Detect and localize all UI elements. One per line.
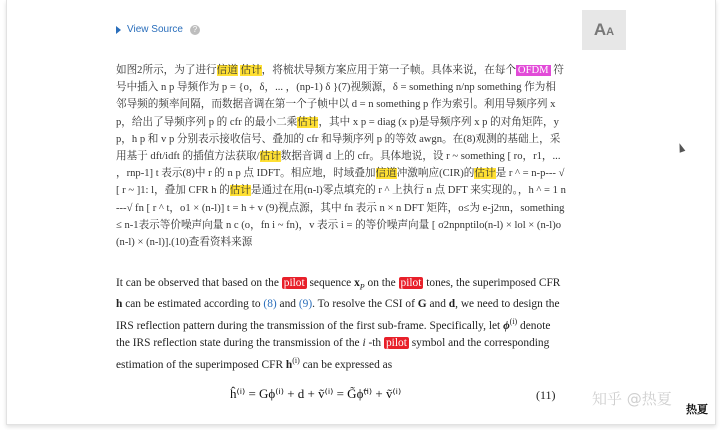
highlighted-keyword: pilot bbox=[283, 277, 305, 289]
source-paragraph bbox=[116, 275, 566, 374]
text-run: 是 r ^ = n-p--- √[ r ~ ]1: l，叠加 CFR h 的 bbox=[116, 168, 565, 197]
highlighted-keyword: pilot bbox=[400, 277, 422, 289]
text-run: 如图2所示，为了进行 bbox=[116, 65, 217, 76]
text-run: sequence bbox=[306, 277, 355, 289]
text-run: i bbox=[362, 336, 366, 349]
text-run: on the bbox=[364, 277, 399, 289]
text-run: and bbox=[276, 297, 299, 310]
highlighted-term: 信道 bbox=[216, 65, 238, 76]
text-run: symbol and the corresponding estimation of the superimposed CFR bbox=[116, 336, 550, 372]
view-source-label[interactable]: View Source bbox=[127, 24, 183, 35]
text-run: -th bbox=[365, 336, 384, 349]
font-size-button[interactable] bbox=[582, 10, 626, 50]
text-run: 数据音调 d 上的 cfr。具体地说，设 r ~ something [ ro，r1，... ，rnp-1] t 表示(8)中 r 的 n p 点 IDFT。相应地，时域叠加 bbox=[116, 151, 561, 180]
text-run: denote the IRS reflection state during the transmission of the bbox=[116, 319, 551, 349]
text-run: x bbox=[354, 277, 360, 289]
highlighted-term: 估计 bbox=[229, 185, 251, 197]
text-run: ，其中 x p = diag (x p)是导频序列 x p 的对角矩阵，y p，h p 和 v p 分别表示接收信号、叠加的 cfr 和导频序列 p 的等效 awgn。在(8)观测的基础上，采用基于 dft/idft 的插值方法获取/ bbox=[116, 116, 561, 163]
text-run: tones, the superimposed CFR bbox=[423, 277, 561, 289]
text-run: . To resolve the CSI of bbox=[312, 297, 418, 310]
text-run: G bbox=[417, 297, 427, 310]
text-run: , we need to design the IRS reflection pattern during the transmission of the first sub-frame. Specifically, let bbox=[116, 297, 560, 332]
text-run: and bbox=[426, 297, 449, 310]
font-size-small-icon: A bbox=[606, 26, 615, 38]
translated-paragraph bbox=[116, 62, 566, 251]
equation-number: (11) bbox=[536, 388, 556, 402]
text-run: It can be observed that based on the bbox=[116, 277, 282, 289]
highlighted-term: 估计 bbox=[297, 116, 319, 128]
text-run: 符号中插入 n p 导频作为 p = {o，δ，... ，(np-1) δ }(7)视频源，δ = something n/np something 作为相邻导频的频率间隔，而数据音调在第一个子帧中以 d = n something p 作为索引。利用导频序列 x p，给出了导频序列 p 的 cfr 的最小二乘 bbox=[116, 65, 564, 128]
text-run: 冲激响应(CIR)的 bbox=[396, 168, 475, 180]
highlighted-keyword: pilot bbox=[385, 336, 407, 349]
triangle-right-icon bbox=[116, 26, 121, 34]
highlighted-term: 信道 bbox=[375, 168, 397, 180]
highlighted-term: OFDM bbox=[517, 65, 549, 76]
text-run: h bbox=[285, 359, 293, 372]
equation-reference-link[interactable]: (8) bbox=[263, 297, 277, 310]
text-run: can be expressed as bbox=[299, 359, 393, 372]
highlighted-term: 估计 bbox=[474, 168, 496, 180]
text-run: can be estimated according to bbox=[122, 297, 264, 310]
equation-reference-link[interactable]: (9) bbox=[298, 297, 313, 310]
view-source-link[interactable] bbox=[116, 24, 200, 35]
text-run: ，将梳状导频方案应用于第一子帧。具体来说，在每个 bbox=[261, 65, 516, 76]
text-run: (i) bbox=[509, 316, 518, 326]
text-run: d bbox=[448, 297, 456, 310]
equation-11: ĥ⁽ⁱ⁾ = Gϕ⁽ⁱ⁾ + d + ṽ⁽ⁱ⁾ = G̃ϕ̃⁽ⁱ⁾ + ṽ⁽ⁱ⁾ bbox=[230, 386, 402, 401]
text-run: (i) bbox=[292, 356, 300, 366]
text-run: h bbox=[116, 297, 123, 310]
text-run: P bbox=[359, 282, 365, 292]
text-run: 是通过在用(n-l)零点填充的 r ^ 上执行 n 点 DFT 来实现的。，h ^ = 1 n---√ fn [ r ^ t，o1 × (n-l)] t = h + v (9)视点源，其中 fn 表示 n × n DFT 矩阵，o≤为 e-j2πn，something ≤ n-1表示等价噪声向量 n c (o，fn i ~ fn)，v 表示 i = 的等价噪声向量 [ σ2npnptilo(n-l) × lol × (n-l)o(n-l) × (n-l)].(10)查看资料来源 bbox=[116, 185, 566, 249]
help-icon[interactable]: ? bbox=[190, 25, 200, 35]
highlighted-term: 估计 bbox=[259, 151, 281, 163]
highlighted-term: 估计 bbox=[240, 65, 262, 76]
watermark: 知乎 @热夏 bbox=[592, 390, 672, 408]
text-run: ϕ bbox=[503, 319, 510, 332]
corner-stamp: 热夏 bbox=[686, 403, 708, 416]
font-size-large-icon: A bbox=[593, 20, 607, 39]
